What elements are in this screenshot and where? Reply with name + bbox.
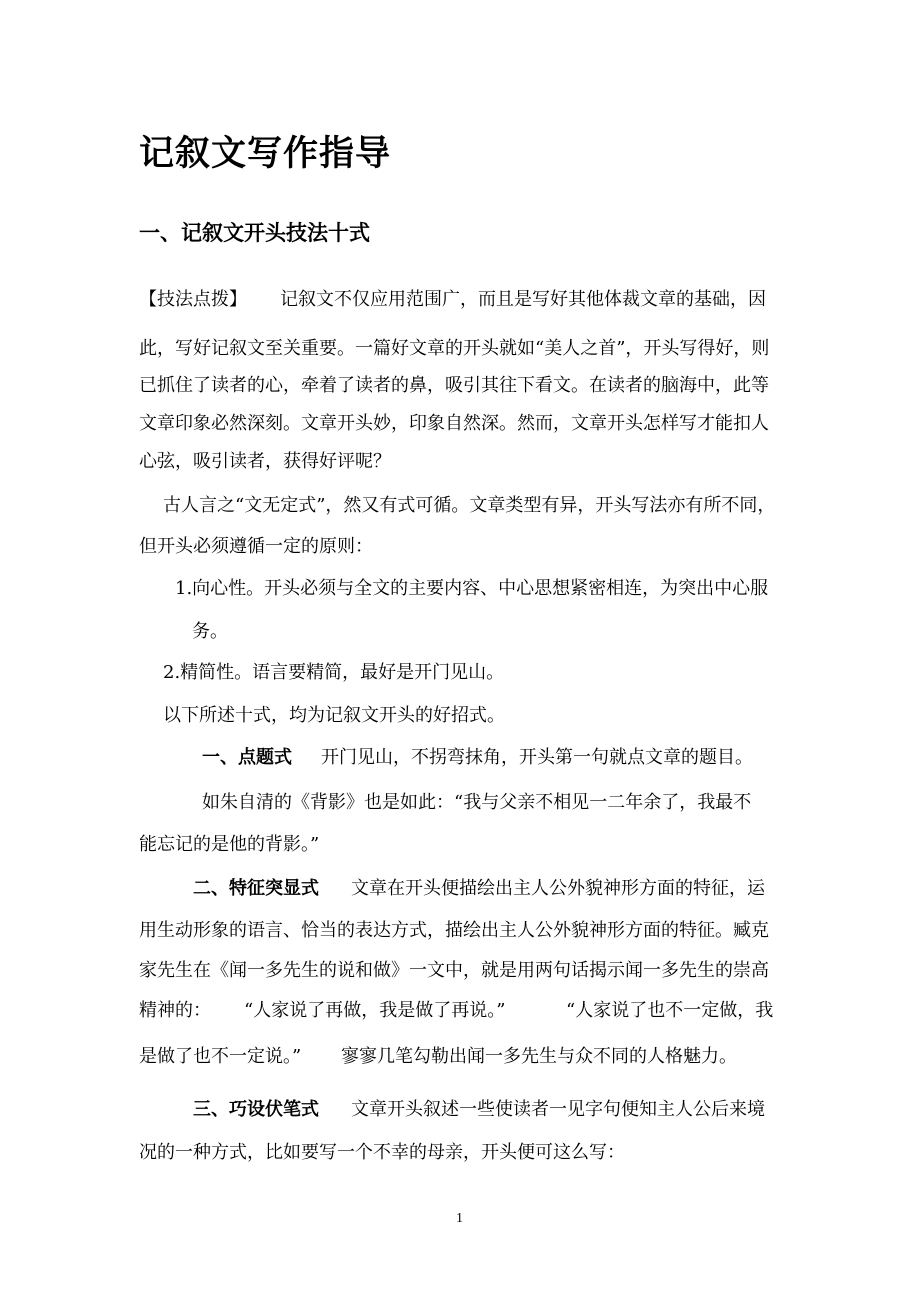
paragraph-2-line-1: 古人言之“文无定式”，然又有式可循。文章类型有异，开头写法亦有所不同， [163,495,776,516]
method-1-heading: 一、点题式 [202,747,292,768]
intro-line-1: 记叙文不仅应用范围广，而且是写好其他体裁文章的基础，因 [280,289,766,310]
section-heading: 一、记叙文开头技法十式 [139,221,370,245]
principle-1-line-1: 1.向心性。开头必须与全文的主要内容、中心思想紧密相连，为突出中心服 [175,578,769,599]
intro-line-4: 文章印象必然深刻。文章开头妙，印象自然深。然而，文章开头怎样写才能扣人 [139,413,769,434]
method-2-line-4a: 精神的： [139,1000,211,1021]
method-1-example-line-1: 如朱自清的《背影》也是如此：“我与父亲不相见一二年余了，我最不 [202,792,752,813]
principle-1-line-2: 务。 [192,621,228,642]
method-2-line-4b: “人家说了再做，我是做了再说。” [244,1000,506,1021]
page-number: 1 [456,1211,463,1226]
method-2-line-4c: “人家说了也不一定做，我 [566,1000,774,1021]
paragraph-2-line-2: 但开头必须遵循一定的原则： [139,536,373,557]
method-1-example-line-2: 能忘记的是他的背影。” [139,834,320,855]
method-1-text: 开门见山，不拐弯抹角，开头第一句就点文章的题目。 [321,747,753,768]
method-2-heading: 二、特征突显式 [193,878,319,899]
method-3-heading: 三、巧设伏笔式 [193,1099,319,1120]
method-2-line-5b: 寥寥几笔勾勒出闻一多先生与众不同的人格魅力。 [341,1046,737,1067]
method-3-line-2: 况的一种方式，比如要写一个不幸的母亲，开头便可这么写： [139,1142,625,1163]
intro-line-5: 心弦，吸引读者，获得好评呢？ [139,451,391,472]
method-2-line-1: 文章在开头便描绘出主人公外貌神形方面的特征，运 [351,878,765,899]
document-title: 记叙文写作指导 [139,134,392,174]
method-3-line-1: 文章开头叙述一些使读者一见字句便知主人公后来境 [351,1099,765,1120]
method-2-line-5a: 是做了也不一定说。” [139,1046,302,1067]
method-2-line-3: 家先生在《闻一多先生的说和做》一文中，就是用两句话揭示闻一多先生的崇高 [139,960,769,981]
method-2-line-2: 用生动形象的语言、恰当的表达方式，描绘出主人公外貌神形方面的特征。臧克 [139,920,769,941]
intro-line-3: 已抓住了读者的心，牵着了读者的鼻，吸引其往下看文。在读者的脑海中，此等 [139,375,769,396]
intro-tag: 【技法点拨】 [139,289,247,310]
paragraph-3: 以下所述十式，均为记叙文开头的好招式。 [163,705,505,726]
principle-2: 2.精简性。语言要精简，最好是开门见山。 [163,662,505,683]
intro-line-2: 此，写好记叙文至关重要。一篇好文章的开头就如“美人之首”，开头写得好，则 [139,338,770,359]
